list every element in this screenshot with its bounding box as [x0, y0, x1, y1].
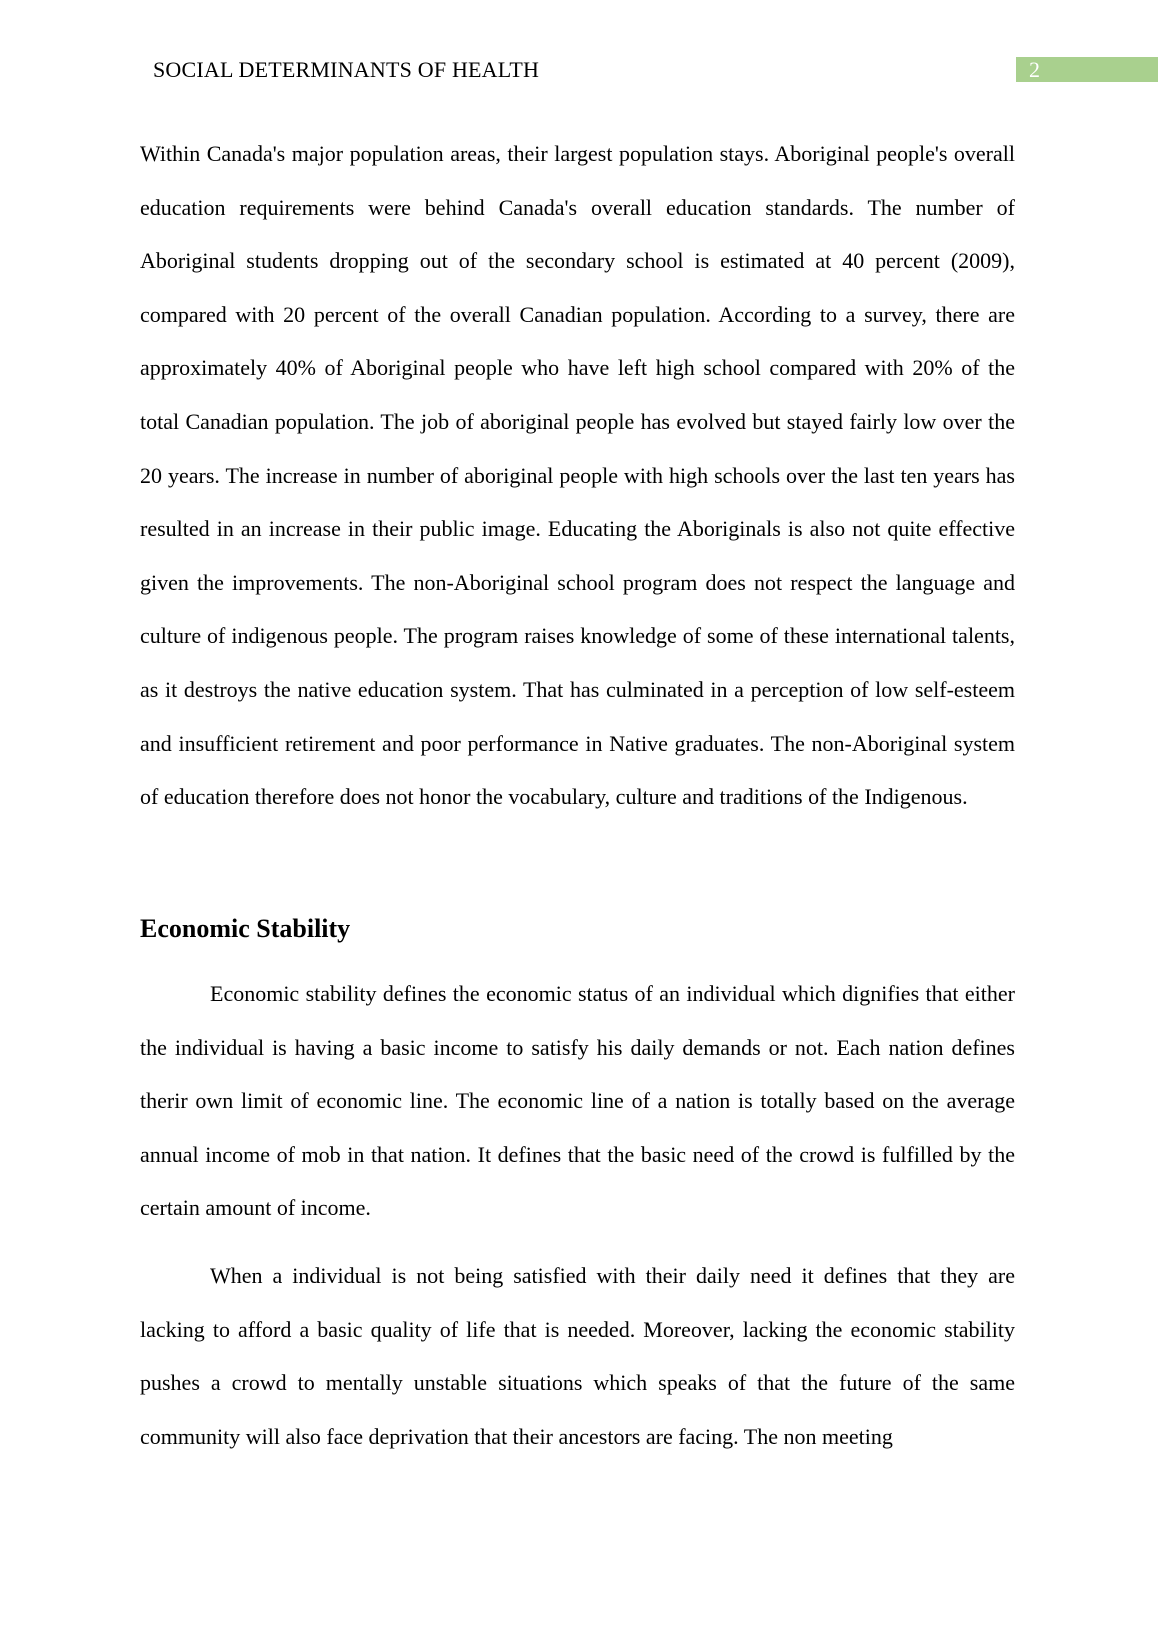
section-heading-economic-stability: Economic Stability — [140, 914, 351, 943]
page-number-box — [1016, 57, 1158, 82]
paragraph-education: Within Canada's major population areas, their largest population stays. Aboriginal people's overall education requirements were behind Canada's overall education standards. The number of Aboriginal students dropping out of the secondary school is estimated at 40 percent (2009), compared with 20 percent of the overall Canadian population. According to a survey, there are approximately 40% of Aboriginal people who have left high school compared with 20% of the total Canadian population. The job of aboriginal people has evolved but stayed fairly low over the 20 years. The increase in number of aboriginal people with high schools over the last ten years has resulted in an increase in their public image. Educating the Aboriginals is also not quite effective given the improvements. The non-Aboriginal school program does not respect the language and culture of indigenous people. The program raises knowledge of some of these international talents, as it destroys the native education system. That has culminated in a perception of low self-esteem and insufficient retirement and poor performance in Native graduates. The non-Aboriginal system of education therefore does not honor the vocabulary, culture and traditions of the Indigenous. — [140, 141, 1015, 810]
paragraph-economic-definition: Economic stability defines the economic status of an individual which dignifies that either the individual is having a basic income to satisfy his daily demands or not. Each nation defines therir own limit of economic line. The economic line of a nation is totally based on the average annual income of mob in that nation. It defines that the basic need of the crowd is fulfilled by the certain amount of income. — [140, 981, 1015, 1221]
running-head: SOCIAL DETERMINANTS OF HEALTH — [153, 57, 540, 82]
paragraph-economic-deprivation: When a individual is not being satisfied with their daily need it defines that they are lacking to afford a basic quality of life that is needed. Moreover, lacking the economic stability pushes a crowd to mentally unstable situations which speaks of that the future of the same community will also face deprivation that their ancestors are facing. The non meeting — [140, 1263, 1015, 1449]
page-number: 2 — [1029, 57, 1040, 82]
